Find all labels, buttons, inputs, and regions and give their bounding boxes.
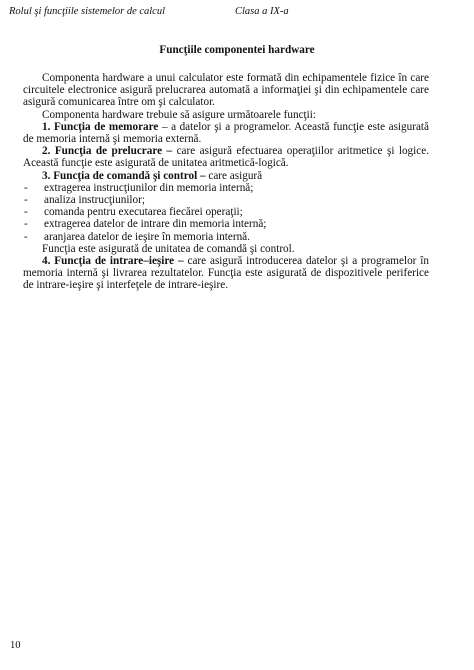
function-3-conclusion: Funcţia este asigurată de unitatea de comandă şi control. (42, 242, 295, 255)
function-4-paragraph (23, 255, 429, 292)
control-function-list (23, 182, 429, 243)
page-number: 10 (10, 640, 21, 651)
function-4-label: 4. Funcţia de intrare–ieşire – (42, 255, 184, 268)
function-2-text: care asigură efectuarea operaţiilor aritmetice şi logice. Această funcţie este asigurată de unitatea aritmetică-logică. (23, 145, 429, 170)
function-2-paragraph (23, 145, 429, 169)
running-header (9, 6, 465, 20)
function-1-paragraph (23, 121, 429, 145)
function-2-label: 2. Funcţia de prelucrare – (42, 145, 173, 158)
list-item: - extragerea instrucţiunilor din memoria internă; (23, 182, 429, 194)
function-3-label: 3. Funcţia de comandă şi control – (42, 169, 206, 182)
list-item: - extragerea datelor de intrare din memoria internă; (23, 218, 429, 230)
section-title: Funcţiile componentei hardware (159, 44, 315, 56)
header-class-label: Clasa a IX-a (235, 6, 289, 17)
requirements-paragraph: Componenta hardware trebuie să asigure următoarele funcţii: (42, 108, 316, 121)
document-body (23, 72, 429, 292)
function-3-text: care asigură (205, 169, 263, 182)
function-1-text: – a datelor şi a programelor. Această funcţie este asigurată de memoria internă şi memoria externă. (23, 120, 429, 146)
function-4-text: care asigură introducerea datelor şi a programelor în memoria internă şi livrarea rezultatelor. Funcţia este asigurată de dispozitivele periferice de intrare-ieşire şi interfeţele de intrare-ieşire. (23, 255, 429, 292)
function-1-label: 1. Funcţia de memorare (42, 120, 159, 133)
list-item: - analiza instrucţiunilor; (23, 194, 429, 206)
function-3-paragraph (23, 170, 429, 182)
header-chapter-title: Rolul şi funcţiile sistemelor de calcul (9, 6, 166, 17)
list-item: - aranjarea datelor de ieşire în memoria internă. (23, 231, 429, 243)
intro-paragraph: Componenta hardware a unui calculator este formată din echipamentele fizice în care circuitele electronice asigură prelucrarea automată a informaţiei şi din echipamentele care asigură comunicarea între om şi calculator. (23, 72, 429, 109)
list-item: - comanda pentru executarea fiecărei operaţii; (23, 206, 429, 218)
